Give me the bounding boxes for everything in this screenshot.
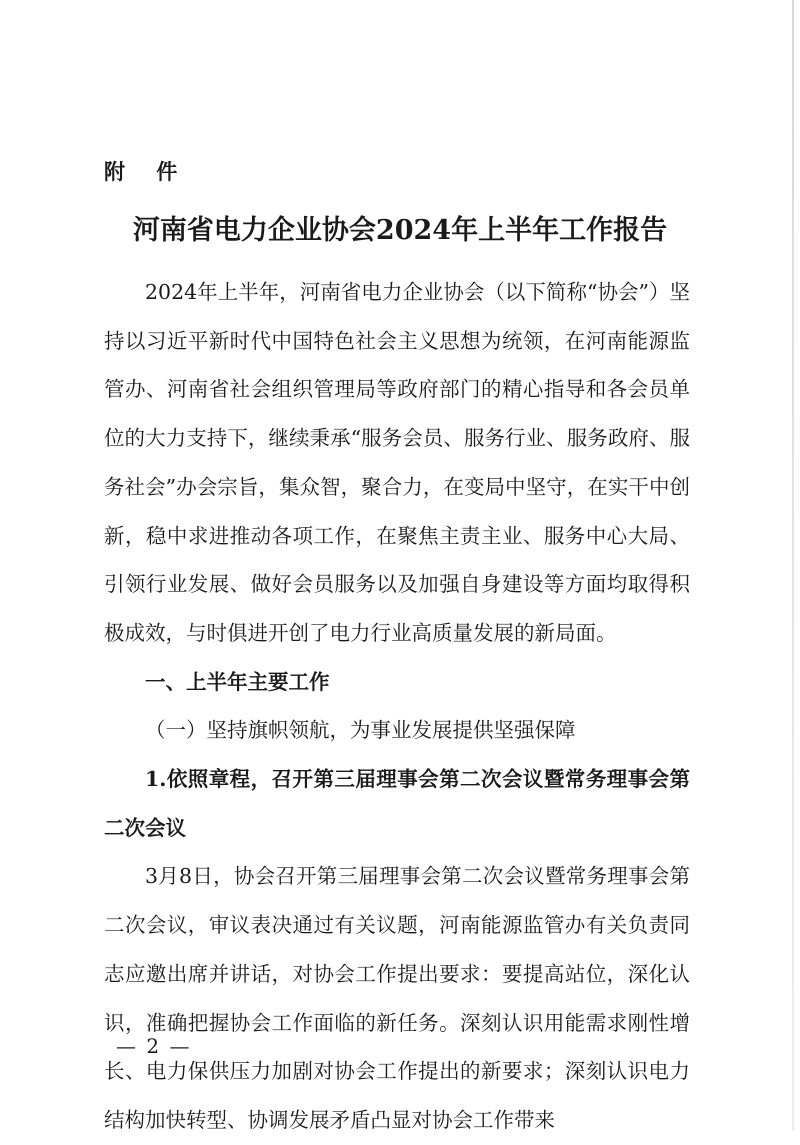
section-heading: 一、上半年主要工作	[145, 669, 330, 694]
document-title: 河南省电力企业协会2024年上半年工作报告	[132, 215, 668, 246]
intro-paragraph: 2024年上半年，河南省电力企业协会（以下简称“协会”）坚持以习近平新时代中国特色社会主义思想为统领，在河南能源监管办、河南省社会组织管理局等政府部门的精心指导和各会员单位的大力支持下，继续秉承“服务会员、服务行业、服务政府、服务社会”办会宗旨，集众智，聚合力，在变局中坚守，在实干中创新，稳中求进推动各项工作，在聚焦主责主业、服务中心大局、引领行业发展、做好会员服务以及加强自身建设等方面均取得积极成效，与时俱进开创了电力行业高质量发展的新局面。	[104, 280, 690, 645]
attachment-label: 附 件	[104, 160, 190, 184]
page-number: — 2 —	[116, 1034, 192, 1058]
document-body	[104, 268, 690, 1145]
page-edge-shadow	[792, 0, 794, 1131]
body-paragraph: 3月8日，协会召开第三届理事会第二次会议暨常务理事会第二次会议，审议表决通过有关议题，河南能源监管办有关负责同志应邀出席并讲话，对协会工作提出要求：要提高站位，深化认识，准确把握协会工作面临的新任务。深刻认识用能需求刚性增长、电力保供压力加剧对协会工作提出的新要求；深刻认识电力结构加快转型、协调发展矛盾凸显对协会工作带来	[104, 864, 690, 1132]
item-heading: 1.依照章程，召开第三届理事会第二次会议暨常务理事会第二次会议	[104, 767, 690, 840]
subsection-heading: （一）坚持旗帜领航，为事业发展提供坚强保障	[145, 718, 576, 743]
